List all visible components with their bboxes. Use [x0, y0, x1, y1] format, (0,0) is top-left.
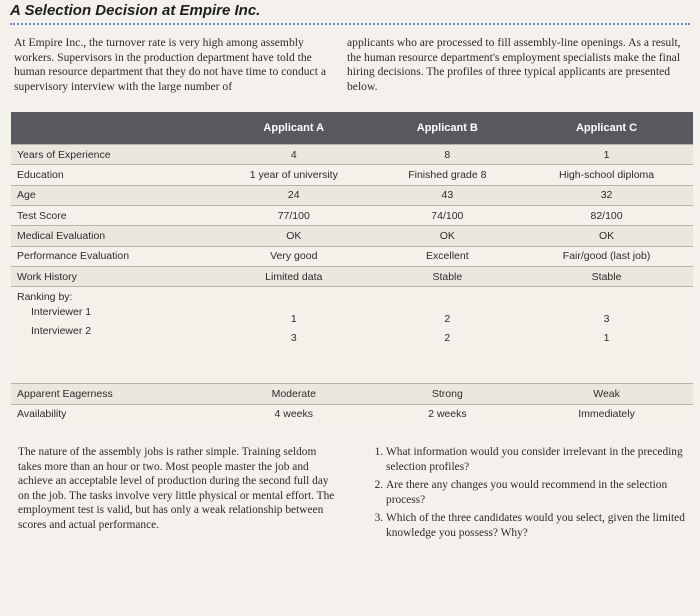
cell-value: 4: [213, 145, 375, 165]
ranking-cell-c: [520, 287, 693, 384]
ranking-cell-b: [375, 287, 521, 384]
case-title: A Selection Decision at Empire Inc.: [10, 2, 261, 19]
cell-value: OK: [213, 226, 375, 246]
cell-value: OK: [520, 226, 693, 246]
table-row: [11, 226, 693, 246]
cell-value: OK: [375, 226, 521, 246]
intro-paragraph-left: At Empire Inc., the turnover rate is very high among assembly workers. Supervisors in the production department have told the human resource department that they do not have time to conduct a supervisory interview with the large number of: [14, 36, 326, 93]
job-description-paragraph: The nature of the assembly jobs is rather simple. Training seldom takes more than an hour or two. Most people master the job and achieve an acceptable level of production during the second full day on the job. The tasks involve very little physical or mental effort. The employment test is valid, but has only a weak relationship between scores and actual performance.: [18, 446, 335, 531]
applicant-table-container: [11, 112, 693, 424]
table-header-row: [11, 112, 693, 145]
table-row: [11, 384, 693, 404]
row-label: Test Score: [11, 206, 213, 226]
interviewer-1-rank: 3: [603, 313, 610, 326]
cell-value: 4 weeks: [213, 404, 375, 424]
cell-value: 77/100: [213, 206, 375, 226]
applicant-profile-table: [11, 112, 693, 424]
cell-value: Excellent: [375, 246, 521, 266]
cell-value: Stable: [520, 267, 693, 287]
table-row: [11, 404, 693, 424]
cell-value: Immediately: [520, 404, 693, 424]
cell-value: 2 weeks: [375, 404, 521, 424]
question-item: 2. Are there any changes you would recommend in the selection process?: [386, 478, 686, 507]
interviewer-1-rank: 1: [290, 313, 297, 326]
row-label: Education: [11, 165, 213, 185]
cell-value: Fair/good (last job): [520, 246, 693, 266]
interviewer-2-rank: 3: [290, 332, 297, 345]
cell-value: Limited data: [213, 267, 375, 287]
ranking-label: Ranking by:: [17, 291, 73, 304]
question-item: 3. Which of the three candidates would you select, given the limited knowledge you possess? Why?: [386, 511, 686, 540]
cell-value: Weak: [520, 384, 693, 404]
cell-value: 1: [520, 145, 693, 165]
cell-value: 8: [375, 145, 521, 165]
row-label: Age: [11, 185, 213, 205]
header-applicant-c: Applicant C: [520, 112, 693, 145]
ranking-label-cell: [11, 287, 213, 384]
ranking-cell-a: [213, 287, 375, 384]
row-label: Medical Evaluation: [11, 226, 213, 246]
cell-value: 1 year of university: [213, 165, 375, 185]
question-list: [368, 445, 686, 541]
cell-value: 43: [375, 185, 521, 205]
dotted-divider: [10, 23, 690, 25]
interviewer-2-rank: 1: [603, 332, 610, 345]
cell-value: High-school diploma: [520, 165, 693, 185]
ranking-row: [11, 287, 693, 384]
table-row: [11, 145, 693, 165]
table-row: [11, 246, 693, 266]
cell-value: 82/100: [520, 206, 693, 226]
interviewer-1-rank: 2: [444, 313, 451, 326]
cell-value: Very good: [213, 246, 375, 266]
row-label: Work History: [11, 267, 213, 287]
cell-value: 32: [520, 185, 693, 205]
cell-value: Finished grade 8: [375, 165, 521, 185]
header-blank: [11, 112, 213, 145]
row-label: Years of Experience: [11, 145, 213, 165]
table-row: [11, 165, 693, 185]
row-label: Availability: [11, 404, 213, 424]
interviewer-1-label: Interviewer 1: [31, 306, 92, 319]
question-item: 1. What information would you consider irrelevant in the preceding selection profiles?: [386, 445, 686, 474]
discussion-questions: [368, 445, 686, 545]
interviewer-2-rank: 2: [444, 332, 451, 345]
cell-value: 24: [213, 185, 375, 205]
row-label: Apparent Eagerness: [11, 384, 213, 404]
table-row: [11, 206, 693, 226]
table-row: [11, 185, 693, 205]
row-label: Performance Evaluation: [11, 246, 213, 266]
header-applicant-a: Applicant A: [213, 112, 375, 145]
cell-value: Stable: [375, 267, 521, 287]
table-row: [11, 267, 693, 287]
cell-value: Moderate: [213, 384, 375, 404]
cell-value: Strong: [375, 384, 521, 404]
cell-value: 74/100: [375, 206, 521, 226]
header-applicant-b: Applicant B: [375, 112, 521, 145]
intro-paragraph-right: applicants who are processed to fill assembly-line openings. As a result, the human resource department's employment specialists make the final hiring decisions. The profiles of three typical applicants are presented below.: [347, 36, 681, 93]
interviewer-2-label: Interviewer 2: [31, 325, 92, 338]
